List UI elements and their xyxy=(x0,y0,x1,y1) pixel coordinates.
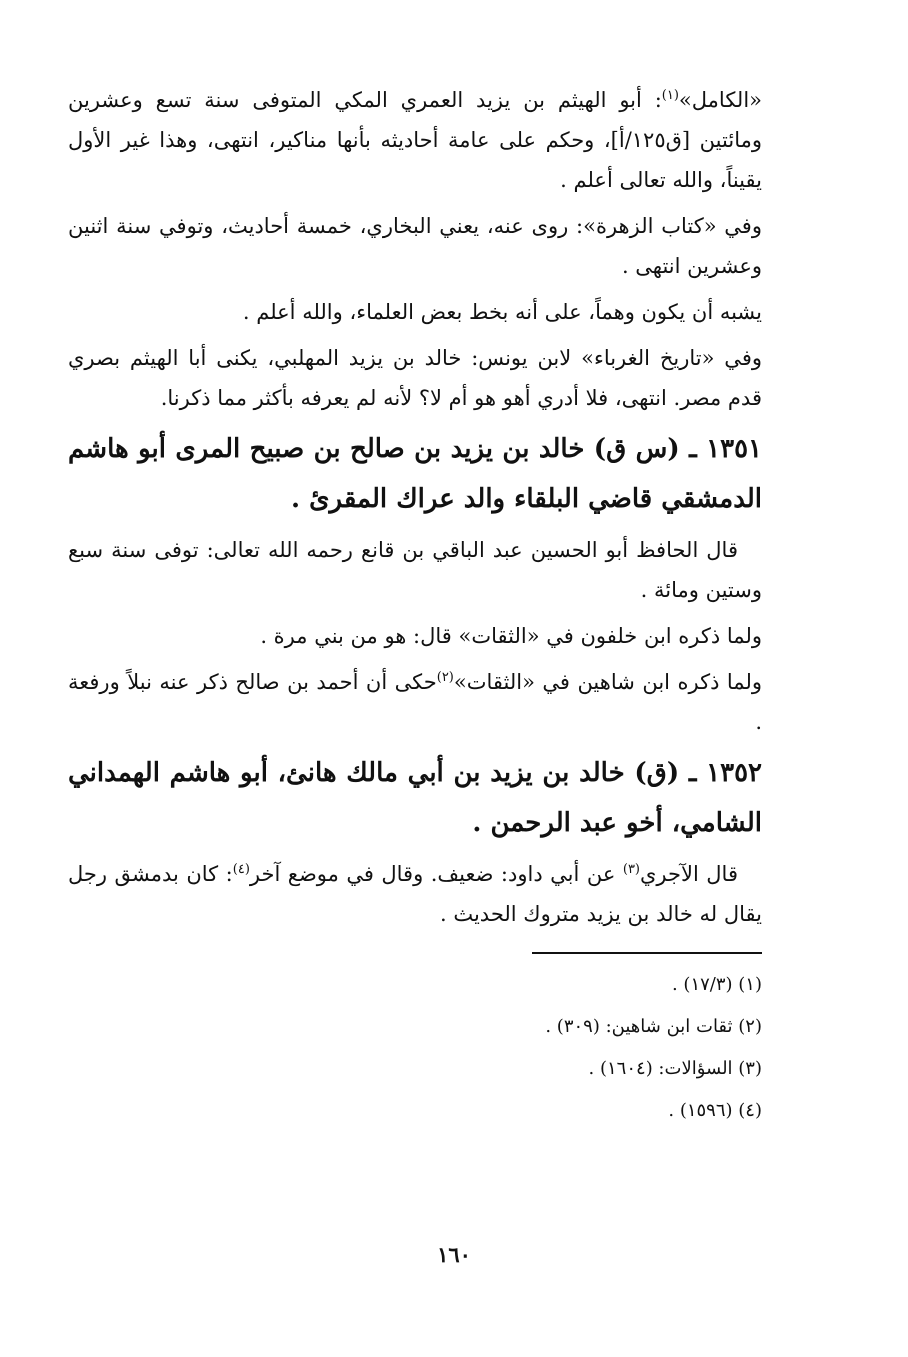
paragraph-ibn-khalfun: ولما ذكره ابن خلفون في «الثقات» قال: هو من بني مرة . xyxy=(260,624,762,648)
footnote-item: (٢) ثقات ابن شاهين: (٣٠٩) . xyxy=(545,1016,762,1037)
footnote-item: (١) (١٧/٣) . xyxy=(671,974,762,995)
paragraph-text: عن أبي داود: ضعيف. وقال في موضع آخر xyxy=(249,862,623,886)
paragraph-ajurri xyxy=(68,854,762,934)
paragraph-ibn-shahin xyxy=(68,662,762,742)
paragraph-text: ولما ذكره ابن شاهين في «الثقات» xyxy=(453,670,762,694)
page-number: ١٦٠ xyxy=(437,1242,471,1267)
footnote-ref: (٢) xyxy=(436,670,454,685)
entry-heading-1352: ١٣٥٢ ـ (ق) خالد بن يزيد بن أبي مالك هانئ، أبو هاشم الهمداني الشامي، أخو عبد الرحمن . xyxy=(68,758,762,838)
paragraph-ibn-qani: قال الحافظ أبو الحسين عبد الباقي بن قانع رحمه الله تعالى: توفى سنة سبع وستين ومائة . xyxy=(68,538,762,602)
paragraph-al-kamil xyxy=(68,80,762,200)
footnote-ref: (٣) xyxy=(622,862,640,877)
paragraph-ghuraba: وفي «تاريخ الغرباء» لابن يونس: خالد بن يزيد المهلبي، يكنى أبا الهيثم بصري قدم مصر. انتهى، فلا أدري أهو هو أم لا؟ لأنه لم يعرفه بأكثر مما ذكرنا. xyxy=(68,346,762,410)
paragraph-text: حكى أن أحمد بن صالح ذكر عنه نبلاً ورفعة . xyxy=(68,670,762,734)
footnote-ref: (٤) xyxy=(232,862,250,877)
paragraph-text: «الكامل» xyxy=(678,88,762,112)
entry-heading-1351: ١٣٥١ ـ (س ق) خالد بن يزيد بن صالح بن صبيح المرى أبو هاشم الدمشقي قاضي البلقاء والد عراك المقرئ . xyxy=(68,434,762,514)
footnote-item: (٤) (١٥٩٦) . xyxy=(668,1100,762,1121)
footnote-ref: (١) xyxy=(661,88,679,103)
paragraph-text: قال الآجري xyxy=(640,862,738,886)
footnotes xyxy=(68,964,762,1132)
paragraph-zahra: وفي «كتاب الزهرة»: روى عنه، يعني البخاري، خمسة أحاديث، وتوفي سنة اثنين وعشرين انتهى . xyxy=(68,214,762,278)
paragraph-text: : كان بدمشق رجل يقال له خالد بن يزيد متروك الحديث . xyxy=(68,862,762,926)
footnote-divider xyxy=(532,952,762,954)
paragraph-comment: يشبه أن يكون وهماً، على أنه بخط بعض العلماء، والله أعلم . xyxy=(242,300,762,324)
page-body xyxy=(68,80,762,1132)
footnote-item: (٣) السؤالات: (١٦٠٤) . xyxy=(588,1058,762,1079)
paragraph-text: : أبو الهيثم بن يزيد العمري المكي المتوفى سنة تسع وعشرين ومائتين [ق١٢٥/أ]، وحكم على عامة أحاديثه بأنها مناكير، انتهى، وهذا غير الأول يقيناً، والله تعالى أعلم . xyxy=(68,88,762,192)
